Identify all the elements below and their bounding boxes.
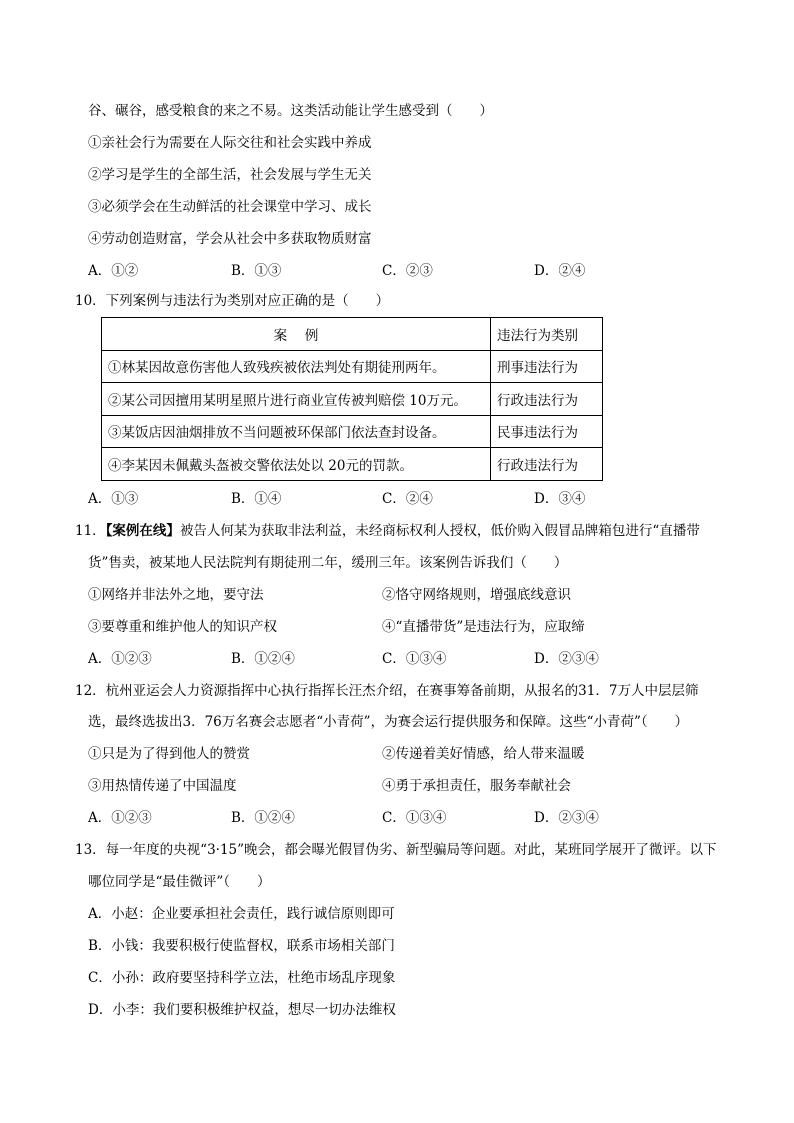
q11-item-3: ③要尊重和维护他人的知识产权 bbox=[88, 619, 277, 635]
table-cell-type: 民事违法行为 bbox=[491, 415, 603, 448]
table-cell-case: ③某饭店因油烟排放不当问题被环保部门依法查封设备。 bbox=[102, 415, 491, 448]
q13-option-d[interactable]: D．小李：我们要积极维护权益，想尽一切办法维权 bbox=[88, 1002, 396, 1018]
table-cell-type: 刑事违法行为 bbox=[491, 350, 603, 383]
q12-item-1: ①只是为了得到他人的赞赏 bbox=[88, 746, 250, 762]
q10-option-a[interactable]: A．①③ bbox=[88, 491, 139, 507]
q9-item-2: ②学习是学生的全部生活，社会发展与学生无关 bbox=[88, 167, 372, 183]
q9-item-1: ①亲社会行为需要在人际交往和社会实践中养成 bbox=[88, 135, 372, 151]
q10-stem: 10．下列案例与违法行为类别对应正确的是（ ） bbox=[75, 293, 390, 309]
q9-option-a[interactable]: A．①② bbox=[88, 263, 139, 279]
table-header-row bbox=[102, 318, 603, 351]
q13-option-a[interactable]: A．小赵：企业要承担社会责任，践行诚信原则即可 bbox=[88, 906, 395, 922]
q9-stem-tail: 谷、碾谷，感受粮食的来之不易。这类活动能让学生感受到（ ） bbox=[88, 103, 493, 119]
q11-number: 11． bbox=[75, 523, 106, 539]
q11-option-a[interactable]: A．①②③ bbox=[88, 651, 152, 667]
table-cell-type: 行政违法行为 bbox=[491, 383, 603, 416]
table-cell-case: ②某公司因擅用某明星照片进行商业宣传被判赔偿 10万元。 bbox=[102, 383, 491, 416]
table-cell-case: ④李某因未佩戴头盔被交警依法处以 20元的罚款。 bbox=[102, 448, 491, 481]
q11-option-c[interactable]: C．①③④ bbox=[382, 651, 447, 667]
q13-stem-line-2: 哪位同学是“最佳微评”（ ） bbox=[88, 874, 271, 890]
q12-stem-line-1: 12．杭州亚运会人力资源指挥中心执行指挥长汪杰介绍，在赛事筹备前期，从报名的31．7万人中层层筛 bbox=[75, 683, 699, 699]
q12-item-4: ④勇于承担责任，服务奉献社会 bbox=[382, 778, 571, 794]
q11-stem-text: 被告人何某为获取非法利益，未经商标权利人授权，低价购入假冒品牌箱包进行“直播带 bbox=[179, 523, 700, 539]
table-row bbox=[102, 415, 603, 448]
q11-item-2: ②恪守网络规则，增强底线意识 bbox=[382, 587, 571, 603]
q10-option-b[interactable]: B．①④ bbox=[231, 491, 282, 507]
q11-option-d[interactable]: D．②③④ bbox=[534, 651, 599, 667]
q10-case-table bbox=[101, 317, 603, 481]
q10-option-d[interactable]: D．③④ bbox=[534, 491, 586, 507]
table-row bbox=[102, 383, 603, 416]
q12-option-d[interactable]: D．②③④ bbox=[534, 810, 599, 826]
q11-item-1: ①网络并非法外之地，要守法 bbox=[88, 587, 264, 603]
table-cell-case: ①林某因故意伤害他人致残疾被依法判处有期徒刑两年。 bbox=[102, 350, 491, 383]
q12-stem-line-2: 选，最终选拔出3．76万名赛会志愿者“小青荷”，为赛会运行提供服务和保障。这些“小青荷”（ ） bbox=[88, 714, 689, 730]
q11-stem-line-1 bbox=[75, 522, 700, 540]
q12-item-3: ③用热情传递了中国温度 bbox=[88, 778, 237, 794]
q13-option-b[interactable]: B．小钱：我要积极行使监督权，联系市场相关部门 bbox=[88, 938, 395, 954]
q9-item-3: ③必须学会在生动鲜活的社会课堂中学习、成长 bbox=[88, 199, 372, 215]
q10-option-c[interactable]: C．②④ bbox=[382, 491, 433, 507]
q11-option-b[interactable]: B．①②④ bbox=[231, 651, 295, 667]
table-row bbox=[102, 448, 603, 481]
q11-item-4: ④“直播带货”是违法行为，应取缔 bbox=[382, 619, 585, 635]
table-header-type: 违法行为类别 bbox=[491, 318, 603, 351]
q9-item-4: ④劳动创造财富，学会从社会中多获取物质财富 bbox=[88, 231, 372, 247]
q9-option-d[interactable]: D．②④ bbox=[534, 263, 586, 279]
q12-option-a[interactable]: A．①②③ bbox=[88, 810, 152, 826]
q12-item-2: ②传递着美好情感，给人带来温暖 bbox=[382, 746, 585, 762]
q13-option-c[interactable]: C．小孙：政府要坚持科学立法，杜绝市场乱序现象 bbox=[88, 970, 396, 986]
q12-option-b[interactable]: B．①②④ bbox=[231, 810, 295, 826]
q12-option-c[interactable]: C．①③④ bbox=[382, 810, 447, 826]
q9-option-b[interactable]: B．①③ bbox=[231, 263, 282, 279]
q11-stem-line-2: 货”售卖，被某地人民法院判有期徒刑二年，缓刑三年。该案例告诉我们（ ） bbox=[88, 555, 568, 571]
table-header-case: 案 例 bbox=[102, 318, 491, 351]
q11-tag: 【案例在线】 bbox=[105, 523, 180, 539]
table-cell-type: 行政违法行为 bbox=[491, 448, 603, 481]
table-row bbox=[102, 350, 603, 383]
q13-stem-line-1: 13．每一年度的央视“3·15”晚会，都会曝光假冒伪劣、新型骗局等问题。对此，某班同学展开了微评。以下 bbox=[75, 842, 717, 858]
q9-option-c[interactable]: C．②③ bbox=[382, 263, 433, 279]
